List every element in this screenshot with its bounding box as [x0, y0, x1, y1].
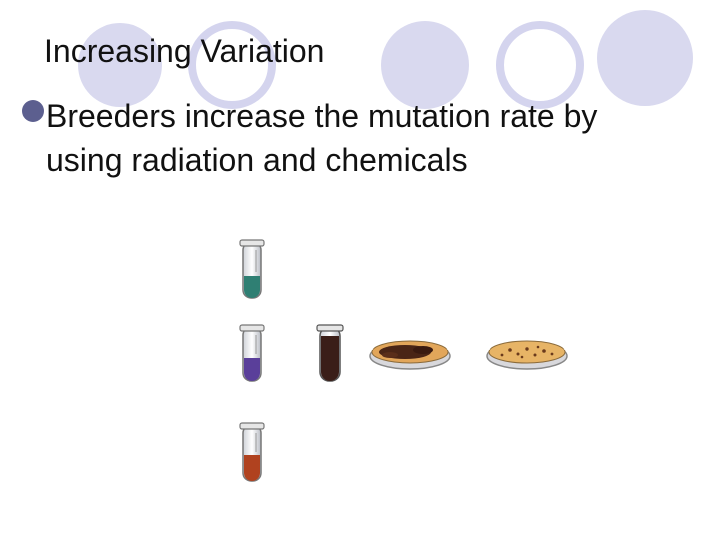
test-tube-icon — [317, 325, 343, 381]
test-tube-icon — [240, 240, 264, 298]
bullet-text-line-2: using radiation and chemicals — [46, 142, 468, 178]
test-tube-icon — [240, 423, 264, 481]
test-tube-icon — [240, 325, 264, 381]
petri-dish-icon — [487, 339, 567, 369]
bullet-text-line-1: Breeders increase the mutation rate by — [46, 98, 598, 134]
petri-dish-icon — [370, 339, 450, 369]
slide-title: Increasing Variation — [44, 33, 325, 69]
